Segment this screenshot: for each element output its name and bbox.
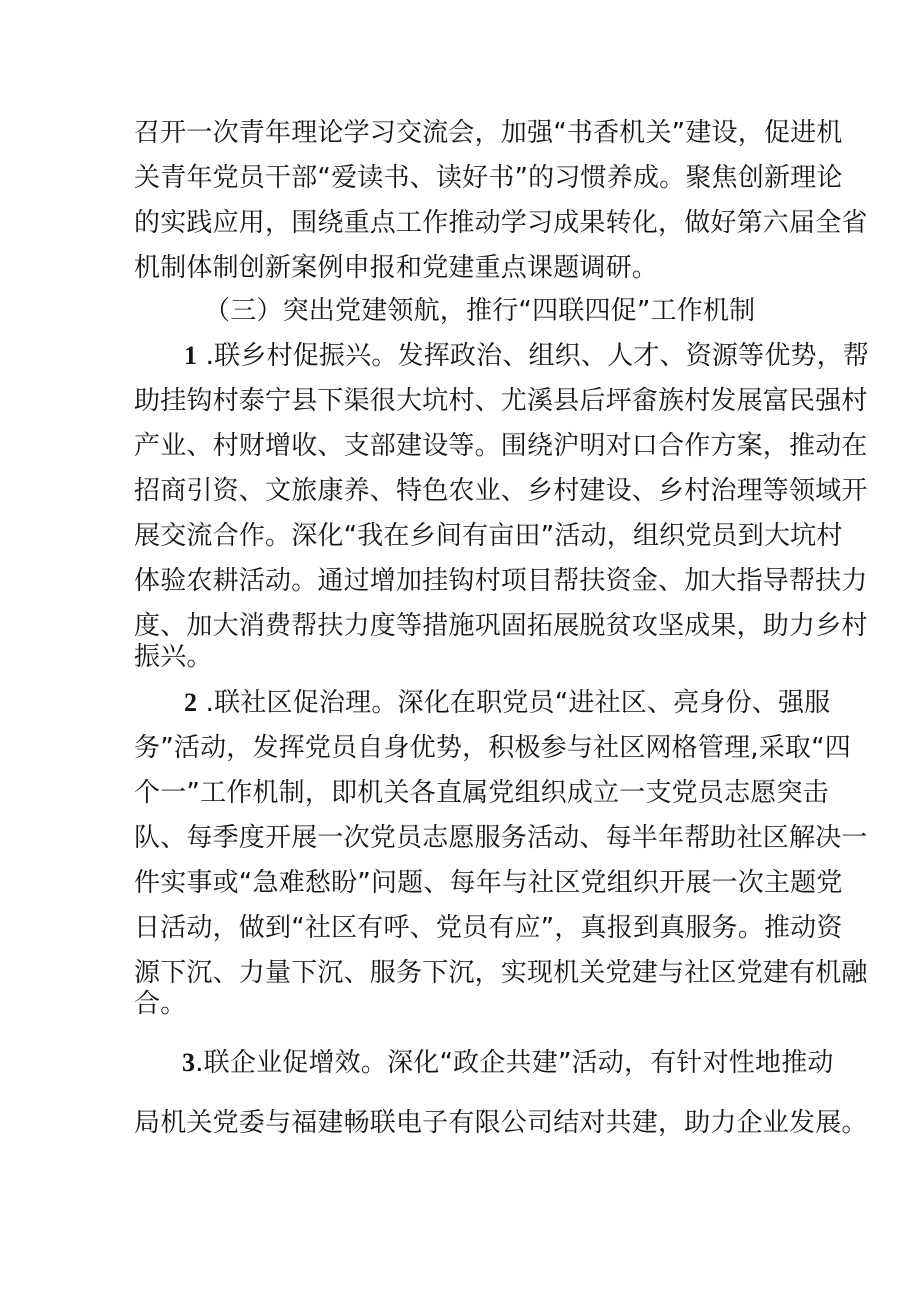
paragraph-line: 产业、村财增收、支部建设等。围绕沪明对口合作方案，推动在 <box>134 431 868 461</box>
item2-number: 2 <box>184 688 198 717</box>
paragraph-line: 务”活动，发挥党员自身优势，积极参与社区网格管理,采取“四 <box>134 733 852 763</box>
paragraph-line: 源下沉、力量下沉、服务下沉，实现机关党建与社区党建有机融 <box>134 958 868 988</box>
paragraph-line: 度、加大消费帮扶力度等措施巩固拓展脱贫攻坚成果，助力乡村 <box>134 611 868 641</box>
paragraph-line: 召开一次青年理论学习交流会，加强“书香机关”建设，促进机 <box>134 118 843 148</box>
item2-first-line <box>184 686 830 720</box>
paragraph-line: 局机关党委与福建畅联电子有限公司结对共建，助力企业发展。 <box>134 1108 868 1138</box>
paragraph-line: 机制体制创新案例申报和党建重点课题调研。 <box>134 253 659 283</box>
paragraph-line: 合。 <box>134 989 187 1019</box>
section-heading: （三）突出党建领航，推行“四联四促”工作机制 <box>204 296 756 326</box>
item2-text: .联社区促治理。深化在职党员“进社区、亮身份、强服 <box>197 688 831 718</box>
item1-text: .联乡村促振兴。发挥政治、组织、人才、资源等优势，帮 <box>197 341 870 371</box>
paragraph-line: 振兴。 <box>134 642 213 672</box>
paragraph-line: 招商引资、文旅康养、特色农业、乡村建设、乡村治理等领域开 <box>134 476 868 506</box>
item3-first-line <box>182 1046 834 1080</box>
item1-number: 1 <box>184 341 198 370</box>
item3-text: .联企业促增效。深化“政企共建”活动，有针对性地推动 <box>195 1048 834 1078</box>
paragraph-line: 日活动，做到“社区有呼、党员有应”，真报到真服务。推动资 <box>134 913 843 943</box>
item3-number: 3 <box>182 1048 196 1077</box>
paragraph-line: 件实事或“急难愁盼”问题、每年与社区党组织开展一次主题党 <box>134 868 843 898</box>
paragraph-line: 展交流合作。深化“我在乡间有亩田”活动，组织党员到大坑村 <box>134 521 843 551</box>
paragraph-line: 个一”工作机制，即机关各直属党组织成立一支党员志愿突击 <box>134 778 829 808</box>
paragraph-line: 关青年党员干部“爱读书、读好书”的习惯养成。聚焦创新理论 <box>134 163 843 193</box>
paragraph-line: 体验农耕活动。通过增加挂钩村项目帮扶资金、加大指导帮扶力 <box>134 566 868 596</box>
paragraph-line: 队、每季度开展一次党员志愿服务活动、每半年帮助社区解决一 <box>134 823 868 853</box>
item1-first-line <box>184 339 869 373</box>
paragraph-line: 助挂钩村泰宁县下渠很大坑村、尤溪县后坪畲族村发展富民强村 <box>134 386 868 416</box>
paragraph-line: 的实践应用，围绕重点工作推动学习成果转化，做好第六届全省 <box>134 208 868 238</box>
